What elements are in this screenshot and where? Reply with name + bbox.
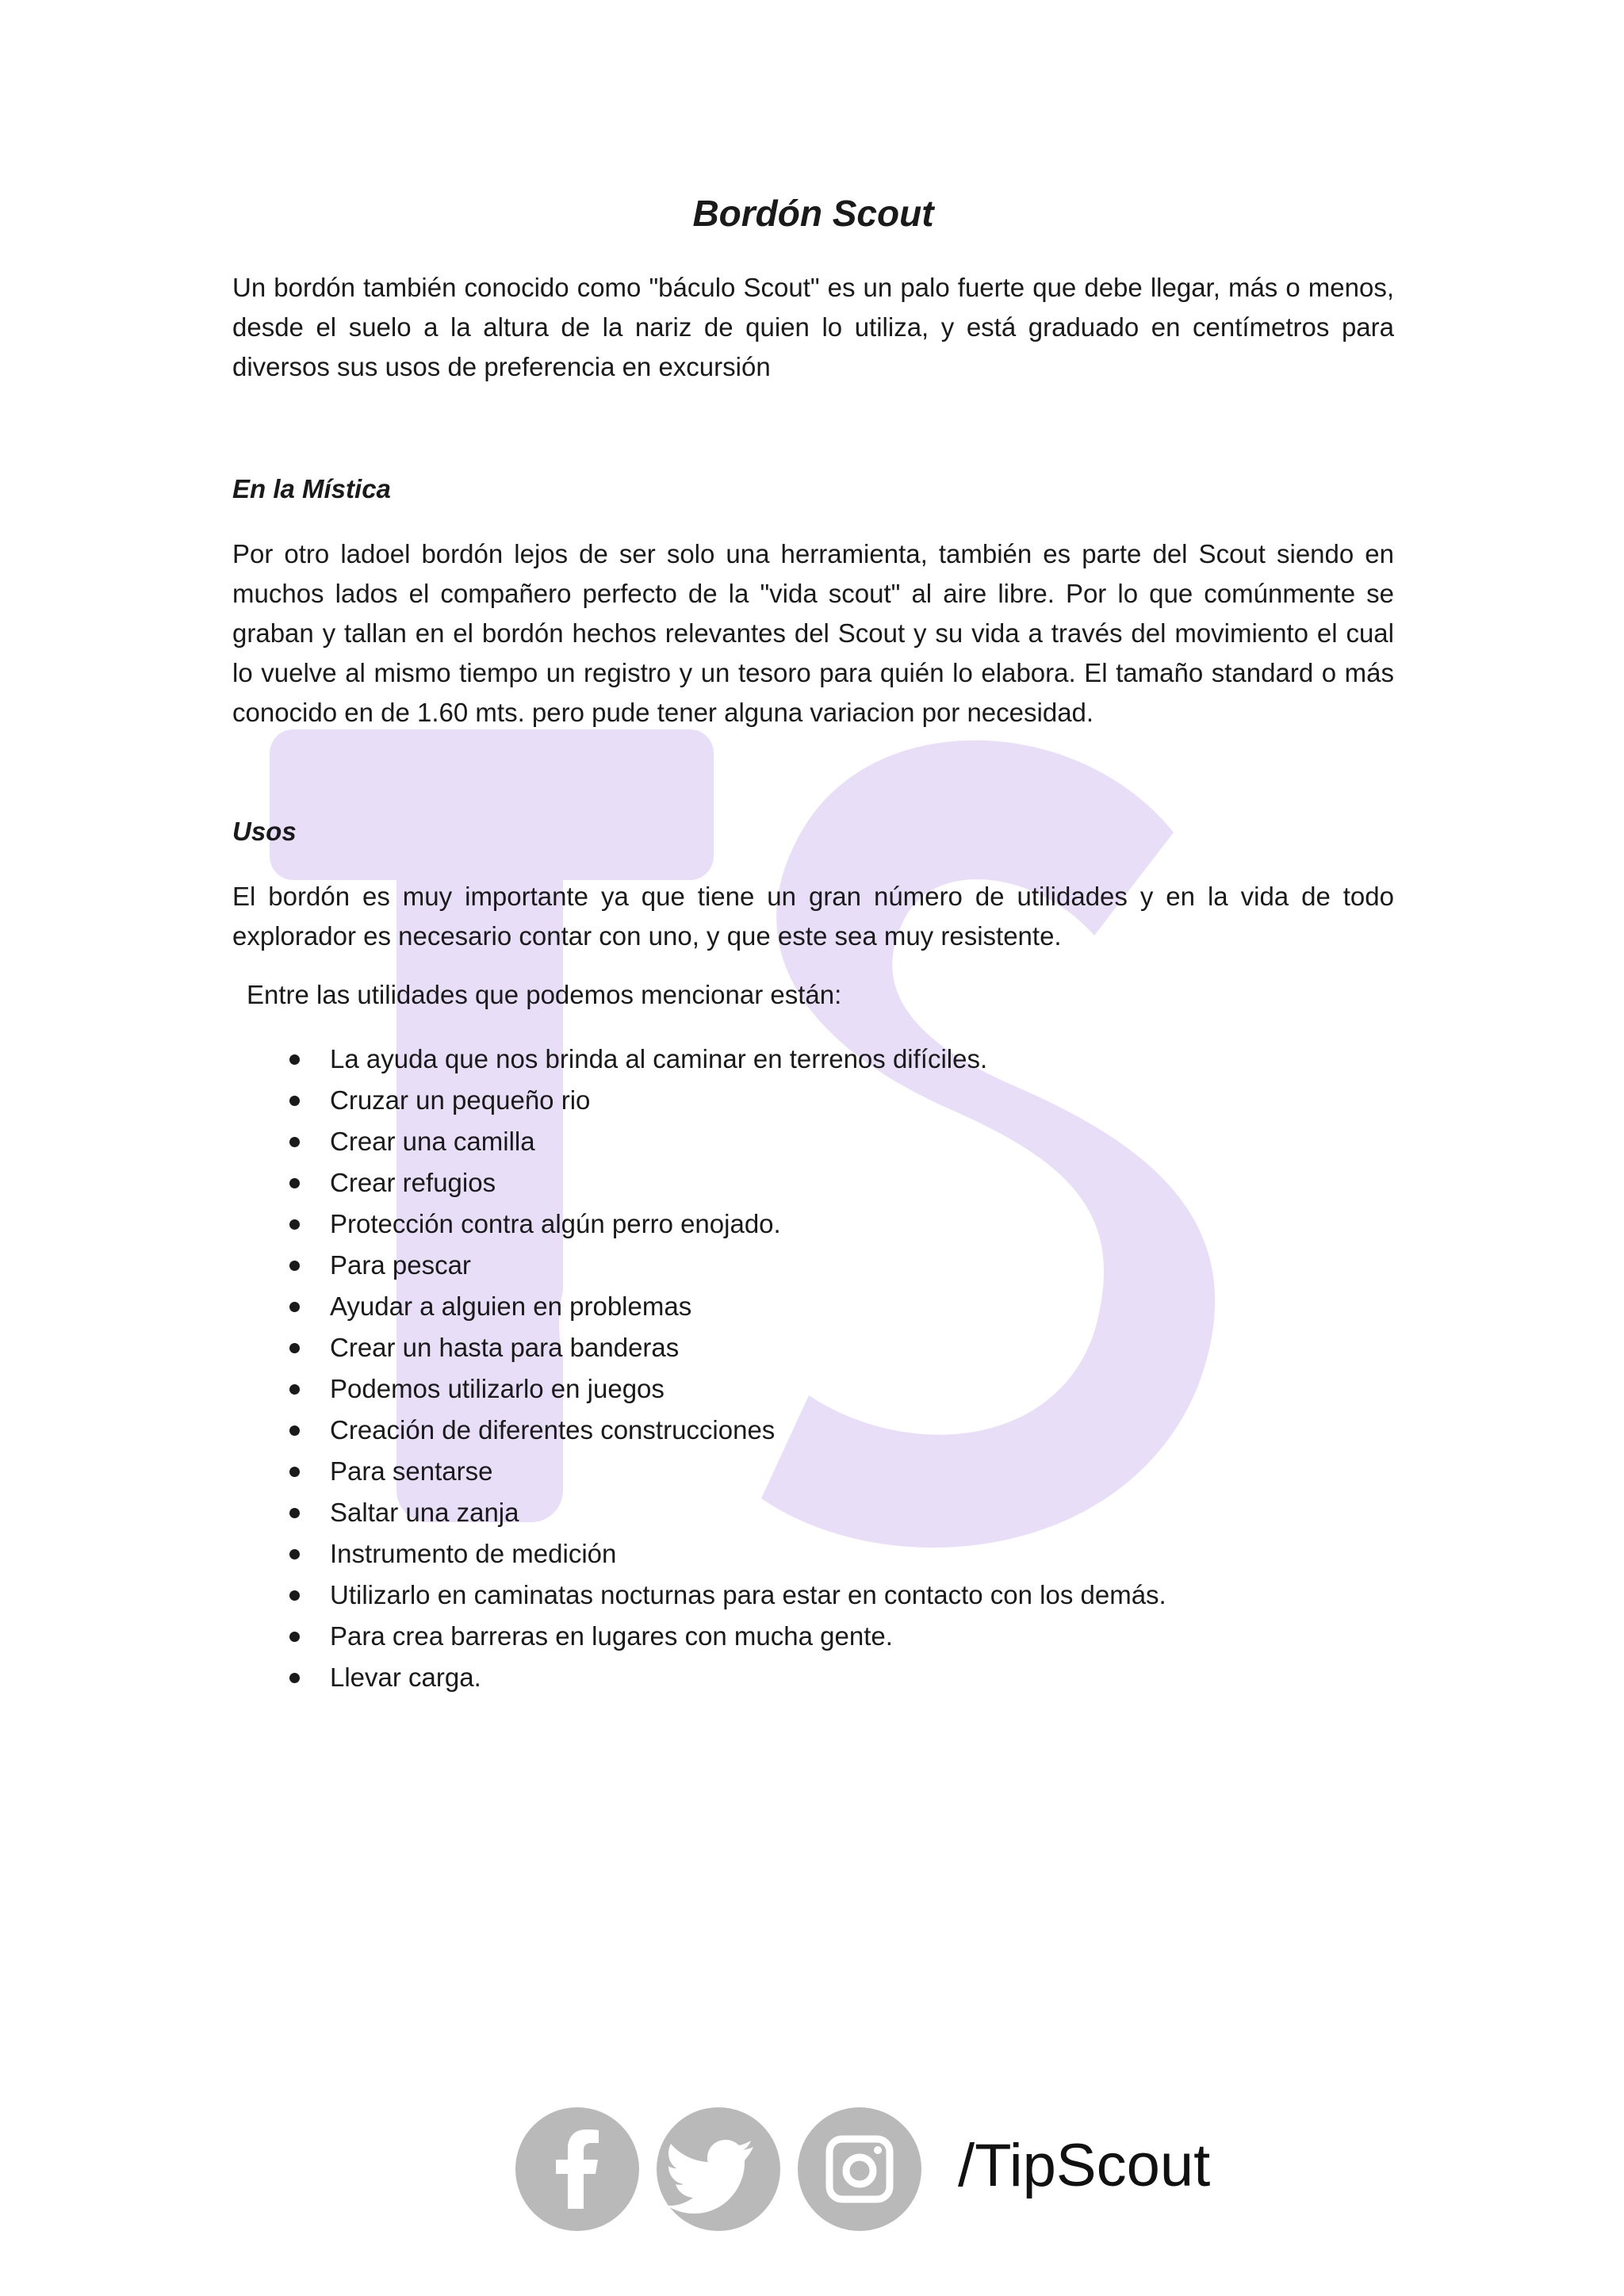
list-item: Para crea barreras en lugares con mucha gente.	[232, 1616, 1166, 1657]
bullet-icon	[289, 1384, 300, 1395]
bullet-icon	[289, 1508, 300, 1518]
list-item: Podemos utilizarlo en juegos	[232, 1368, 1166, 1410]
mistica-paragraph: Por otro ladoel bordón lejos de ser solo una herramienta, también es parte del Scout siendo en muchos lados el compañero perfecto de la "vida scout" al aire libre. Por lo que comúnmente se graban y tallan en el bordón hechos relevantes del Scout y su vida a través del movimiento el cual lo vuelve al mismo tiempo un registro y un tesoro para quién lo elabora. El tamaño standard o más conocido en de 1.60 mts. pero pude tener alguna variacion por necesidad.	[232, 539, 1394, 727]
bullet-icon	[289, 1590, 300, 1601]
list-item: Ayudar a alguien en problemas	[232, 1286, 1166, 1327]
facebook-icon[interactable]	[515, 2107, 639, 2231]
list-item: Llevar carga.	[232, 1657, 1166, 1698]
bullet-icon	[289, 1178, 300, 1188]
bullet-icon	[289, 1632, 300, 1642]
bullet-icon	[289, 1137, 300, 1147]
section-heading-usos: Usos	[232, 817, 297, 846]
section-heading-mistica: En la Mística	[232, 474, 391, 503]
bullet-icon	[289, 1096, 300, 1106]
bullet-icon	[289, 1261, 300, 1271]
page-title: Bordón Scout	[692, 193, 934, 234]
bullet-icon	[289, 1343, 300, 1353]
bullet-icon	[289, 1302, 300, 1312]
uses-list	[232, 1039, 1166, 1698]
list-item: Crear un hasta para banderas	[232, 1327, 1166, 1368]
bullet-icon	[289, 1425, 300, 1436]
bullet-icon	[289, 1467, 300, 1477]
footer-social	[515, 2107, 1308, 2234]
intro-paragraph: Un bordón también conocido como "báculo Scout" es un palo fuerte que debe llegar, más o menos, desde el suelo a la altura de la nariz de quien lo utiliza, y está graduado en centímetros para diversos sus usos de preferencia en excursión	[232, 273, 1394, 381]
list-item: Instrumento de medición	[232, 1533, 1166, 1575]
list-intro: Entre las utilidades que podemos mencionar están:	[247, 980, 842, 1009]
bullet-icon	[289, 1549, 300, 1559]
twitter-icon[interactable]	[657, 2107, 780, 2231]
bullet-icon	[289, 1219, 300, 1230]
list-item: Protección contra algún perro enojado.	[232, 1203, 1166, 1245]
bullet-icon	[289, 1054, 300, 1065]
list-item: Utilizarlo en caminatas nocturnas para estar en contacto con los demás.	[232, 1575, 1166, 1616]
list-item: La ayuda que nos brinda al caminar en terrenos difíciles.	[232, 1039, 1166, 1080]
list-item: Crear refugios	[232, 1162, 1166, 1203]
list-item: Crear una camilla	[232, 1121, 1166, 1162]
list-item: Saltar una zanja	[232, 1492, 1166, 1533]
list-item: Para sentarse	[232, 1451, 1166, 1492]
instagram-icon[interactable]	[798, 2107, 921, 2231]
list-item: Cruzar un pequeño rio	[232, 1080, 1166, 1121]
bullet-icon	[289, 1673, 300, 1683]
usos-paragraph: El bordón es muy importante ya que tiene un gran número de utilidades y en la vida de todo explorador es necesario contar con uno, y que este sea muy resistente.	[232, 882, 1394, 951]
list-item: Creación de diferentes construcciones	[232, 1410, 1166, 1451]
list-item: Para pescar	[232, 1245, 1166, 1286]
social-handle: /TipScout	[958, 2132, 1211, 2199]
